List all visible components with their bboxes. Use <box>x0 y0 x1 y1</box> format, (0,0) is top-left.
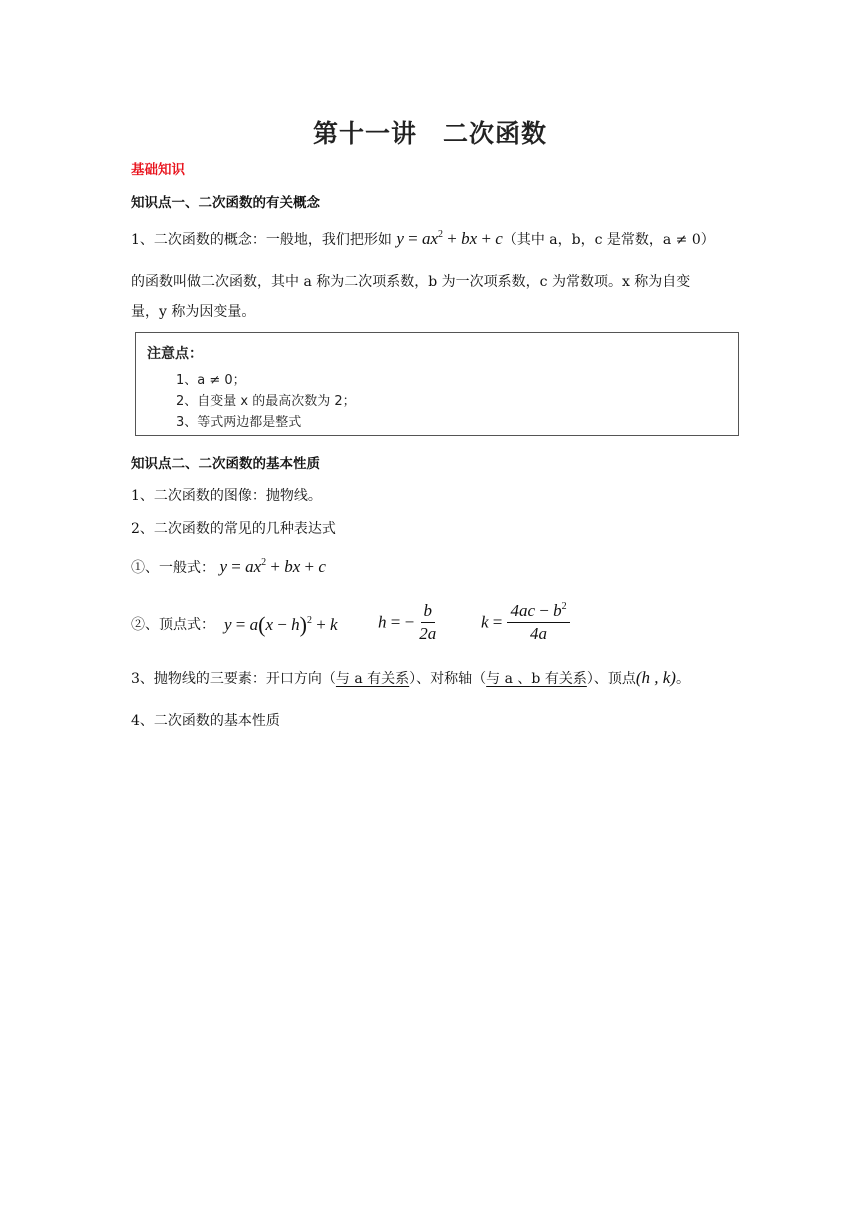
general-form-formula: $y = ax^2$ + bx + c <box>219 557 326 576</box>
general-form-label: ①、一般式： <box>131 560 215 576</box>
p3-part-a: 3、抛物线的三要素：开口方向（ <box>131 671 336 687</box>
kp1-line1-prefix: 1、二次函数的概念：一般地，我们把形如 <box>131 232 397 248</box>
h-fraction <box>419 601 436 645</box>
h-numerator: b <box>421 601 436 623</box>
note-item-3: 3、等式两边都是整式 <box>176 415 302 430</box>
formula-general-inline: $y = ax^2$ + bx + c <box>396 229 503 248</box>
k-lhs: k = <box>481 612 503 632</box>
note-box <box>135 332 739 436</box>
p3-underlined-a: 与 a 有关系 <box>335 671 410 687</box>
h-lhs: h = − <box>378 612 415 632</box>
p3-part-g: 。 <box>675 671 690 687</box>
p3-underlined-ab: 与 a 、b 有关系 <box>486 671 587 687</box>
p3-part-c: ）、对称轴（ <box>409 671 487 687</box>
kp1-line2: 的函数叫做二次函数，其中 a 称为二次项系数，b 为一次项系数，c 为常数项。x 称为自变 <box>131 274 691 290</box>
kp2-heading: 知识点二、二次函数的基本性质 <box>131 456 320 472</box>
note-item-1: 1、a ≠ 0； <box>176 373 246 388</box>
kp1-line3: 量，y 称为因变量。 <box>131 304 256 320</box>
kp2-point1: 1、二次函数的图像：抛物线。 <box>131 488 322 504</box>
note-title: 注意点： <box>147 346 203 362</box>
k-fraction <box>507 601 569 645</box>
k-denominator: 4a <box>530 624 548 643</box>
kp2-point3 <box>131 668 690 688</box>
vertex-form-formula: $y = a(x - h)^2 + k$ <box>224 612 338 637</box>
kp1-line1 <box>131 229 715 249</box>
general-form <box>131 557 326 577</box>
page-title: 第十一讲 二次函数 <box>312 119 547 148</box>
kp1-line1-suffix: （其中 a，b，c 是常数，a ≠ 0） <box>502 232 715 248</box>
note-item-2: 2、自变量 x 的最高次数为 2； <box>176 394 356 409</box>
h-denominator: 2a <box>419 624 437 643</box>
section-heading-basic: 基础知识 <box>131 162 185 178</box>
h-formula <box>378 601 436 645</box>
kp2-point2: 2、二次函数的常见的几种表达式 <box>131 521 336 537</box>
k-numerator: $4ac - b^2$ <box>507 601 569 623</box>
kp2-point4: 4、二次函数的基本性质 <box>131 713 280 729</box>
kp1-heading: 知识点一、二次函数的有关概念 <box>131 195 320 211</box>
vertex-form-label: ②、顶点式： <box>131 617 215 633</box>
p3-part-e: ）、顶点 <box>586 671 636 687</box>
k-formula <box>481 601 570 645</box>
vertex-point: (h , k) <box>635 668 676 687</box>
